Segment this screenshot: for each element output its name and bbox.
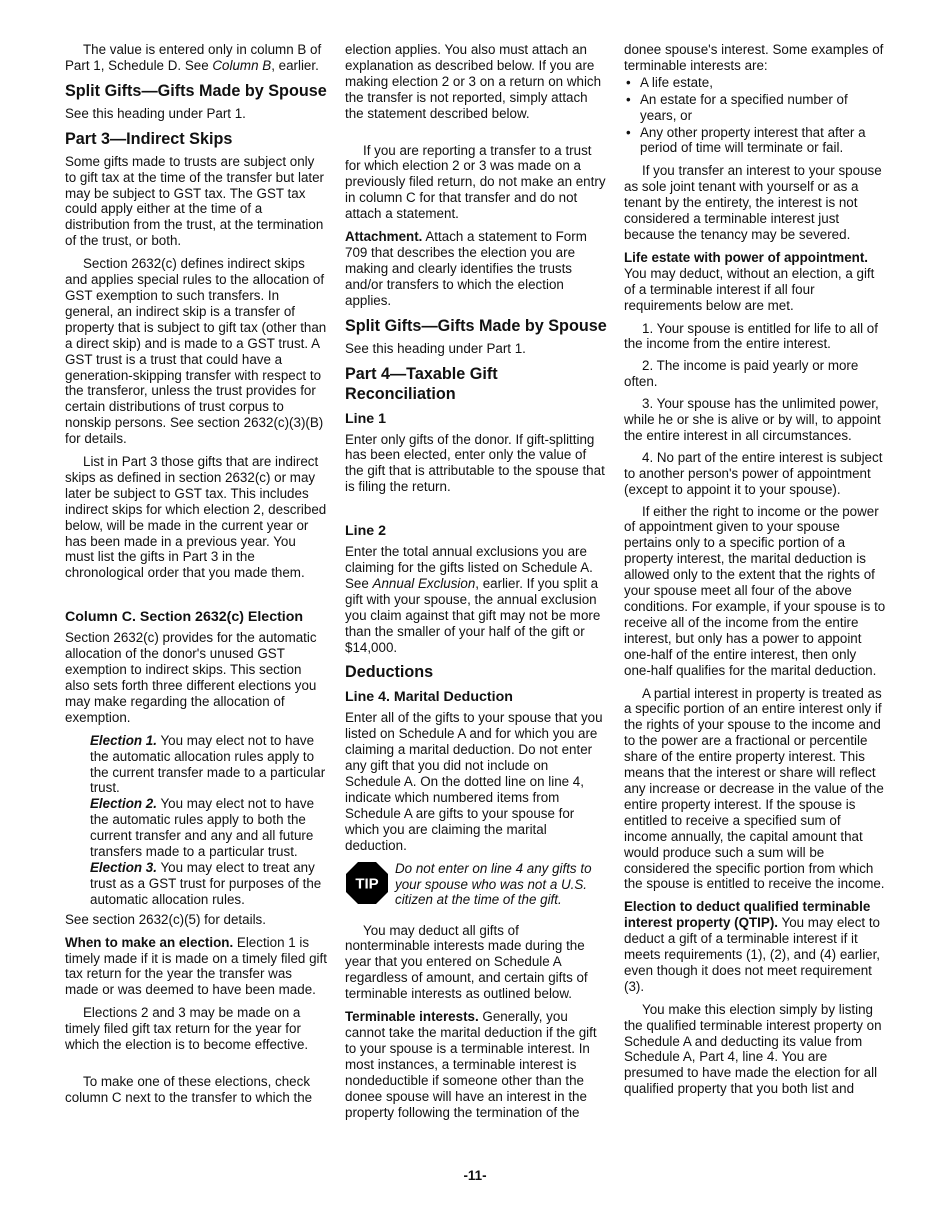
heading-line-2: Line 2	[345, 523, 386, 540]
requirement-3: 3. Your spouse has the unlimited power, while he or she is alive or by will, to appoint the entire interest in all circumstances.	[624, 396, 881, 443]
paragraph: Section 2632(c) provides for the automatic allocation of the donor's unused GST exemption to indirect skips. This section also sets forth three different elections you may make regarding the allocation of exemption.	[65, 630, 317, 725]
paragraph: You may deduct all gifts of nonterminable interests made during the year that you entered on Schedule A regardless of amount, and certain gifts of terminable interests as outlined below.	[345, 922, 588, 1002]
paragraph: Terminable interests. Generally, you cannot take the marital deduction if the gift to your spouse is a terminable interest. In most instances, a terminable interest is nondeductible if someone other than the donee spouse will have an interest in the property following the termination of the	[345, 1009, 597, 1120]
list-item: • An estate for a specified number of years, or	[626, 91, 848, 123]
paragraph: Elections 2 and 3 may be made on a timely filed gift tax return for the year for which the election is to become effective.	[65, 1005, 309, 1053]
paragraph: Enter all of the gifts to your spouse that you listed on Schedule A and for which you are claiming a marital deduction. Do not enter any gift that you did not include on Schedule A. On the dotted line on line 4, indicate which numbered items from Schedule A are gifts to your spouse for which you are claiming the marital deduction.	[345, 710, 603, 853]
list-item: • Any other property interest that after a period of time will terminate or fail.	[626, 124, 866, 156]
heading-split-gifts: Split Gifts—Gifts Made by Spouse	[345, 316, 607, 335]
paragraph: Section 2632(c) defines indirect skips and applies special rules to the allocation of GST exemption to such transfers. In general, an indirect skip is a transfer of property that is subject to gift tax (other than a direct skip) and is made to a GST trust. A GST trust is a trust that could have a generation-skipping transfer with respect to the transferor, unless the trust provides for certain distributions of trust corpus to nonskip persons. See section 2632(c)(3)(B) for details.	[65, 256, 327, 447]
paragraph: You make this election simply by listing the qualified terminable interest property on Schedule A and deducting its value from Schedule A, Part 4, line 4. You are presumed to have made the election for all qualified property that you both list and	[624, 1001, 882, 1097]
heading-deductions: Deductions	[345, 663, 434, 682]
paragraph: If either the right to income or the power of appointment given to your spouse pertains only to a specific portion of a property interest, the marital deduction is allowed only to the extent that the rights of your spouse meet all four of the above conditions. For example, if your spouse is to receive all of the income from the entire interest, but only has a power to appoint one-half of the entire interest, then only one-half qualifies for the marital deduction.	[624, 503, 886, 678]
heading-part-3: Part 3—Indirect Skips	[65, 129, 233, 148]
paragraph: When to make an election. Election 1 is timely made if it is made on a timely filed gift tax return for the year the transfer was made or was deemed to have been made.	[65, 934, 327, 998]
paragraph: Election to deduct qualified terminable interest property (QTIP). You may elect to deduct a gift of a terminable interest if it meets requirements (1), (2), and (4) earlier, even though it does not meet requirement (3).	[624, 899, 881, 994]
paragraph: List in Part 3 those gifts that are indirect skips as defined in section 2632(c) or may later be subject to GST tax. This includes indirect skips for which election 2, described below, will be made in the current year or has been made in a previous year. You must list the gifts in Part 3 in the chronological order that you made them.	[65, 454, 327, 581]
paragraph: If you are reporting a transfer to a trust for which election 2 or 3 was made on a previously filed return, do not make an entry in column C for that transfer and do not attach a statement.	[345, 142, 606, 222]
list-item: • A life estate,	[626, 74, 713, 90]
tip-label: TIP	[355, 875, 379, 893]
requirement-4: 4. No part of the entire interest is subject to another person's power of appointment (except to appoint it to your spouse).	[624, 449, 883, 497]
paragraph: Attachment. Attach a statement to Form 709 that describes the election you are making and clearly identifies the trusts and/or transfers to which the election applies.	[345, 229, 587, 308]
paragraph: Enter the total annual exclusions you are claiming for the gifts listed on Schedule A. See Annual Exclusion, earlier. If you split a gift with your spouse, the annual exclusion you claim against that gift may not be more than the smaller of your half of the gift or $14,000.	[345, 544, 601, 655]
election-1: Election 1. You may elect not to have the automatic allocation rules apply to the current transfer made to a particular trust.	[90, 732, 326, 796]
tip-text: Do not enter on line 4 any gifts to your spouse who was not a U.S. citizen at the time of the gift.	[395, 860, 592, 908]
heading-line-1: Line 1	[345, 410, 386, 427]
election-2: Election 2. You may elect not to have the automatic rules apply to both the current transfer and any and all future transfers made to a particular trust.	[90, 796, 315, 860]
column-2	[345, 42, 607, 1127]
paragraph: Enter only gifts of the donor. If gift-splitting has been elected, enter only the value of the gift that is attributable to the spouse that is filing the return.	[345, 431, 605, 495]
paragraph: election applies. You also must attach an explanation as described below. If you are making election 2 or 3 on a return on which the transfer is not reported, simply attach the statement described below.	[345, 42, 602, 121]
requirement-2: 2. The income is paid yearly or more often.	[624, 358, 859, 390]
election-3: Election 3. You may elect to treat any trust as a GST trust for purposes of the automatic allocation rules.	[90, 859, 322, 907]
heading-split-gifts: Split Gifts—Gifts Made by Spouse	[65, 81, 327, 100]
paragraph: Life estate with power of appointment. You may deduct, without an election, a gift of a terminable interest if all four requirements below are met.	[624, 249, 875, 313]
heading-part-4: Part 4—Taxable Gift Reconciliation	[345, 364, 498, 403]
heading-column-c: Column C. Section 2632(c) Election	[65, 609, 304, 626]
requirement-1: 1. Your spouse is entitled for life to all of the income from the entire interest.	[624, 320, 878, 352]
heading-line-4: Line 4. Marital Deduction	[345, 689, 513, 706]
tip-box	[345, 861, 607, 909]
tip-icon	[345, 861, 389, 909]
paragraph: To make one of these elections, check column C next to the transfer to which the	[65, 1073, 313, 1105]
column-1	[65, 42, 327, 1113]
page-number: -11-	[463, 1168, 487, 1183]
column-3	[624, 42, 886, 1104]
paragraph: A partial interest in property is treated as a specific portion of an entire interest only if the rights of your spouse to the income and to the power are a fractional or percentile share of the entire property interest. This means that the interest or share will reflect any increase or decrease in the value of the entire property interest. If the spouse is entitled to receive a specified sum of income annually, the capital amount that would produce such a sum will be considered the specific portion from which the spouse is entitled to receive the income.	[624, 685, 885, 892]
paragraph: See section 2632(c)(5) for details.	[65, 911, 266, 927]
paragraph: See this heading under Part 1.	[65, 105, 246, 121]
paragraph: donee spouse's interest. Some examples of terminable interests are:	[624, 42, 884, 73]
election-list	[90, 733, 327, 908]
paragraph: The value is entered only in column B of Part 1, Schedule D. See Column B, earlier.	[65, 42, 322, 73]
paragraph: If you transfer an interest to your spouse as sole joint tenant with yourself or as a tenant by the entirety, the interest is not considered a terminable interest just because the tenancy may be severed.	[624, 163, 882, 242]
paragraph: Some gifts made to trusts are subject only to gift tax at the time of the transfer but later may be subject to GST tax. The GST tax could apply either at the time of a distribution from the trust, at the termination of the trust, or both.	[65, 153, 325, 249]
paragraph: See this heading under Part 1.	[345, 340, 526, 356]
